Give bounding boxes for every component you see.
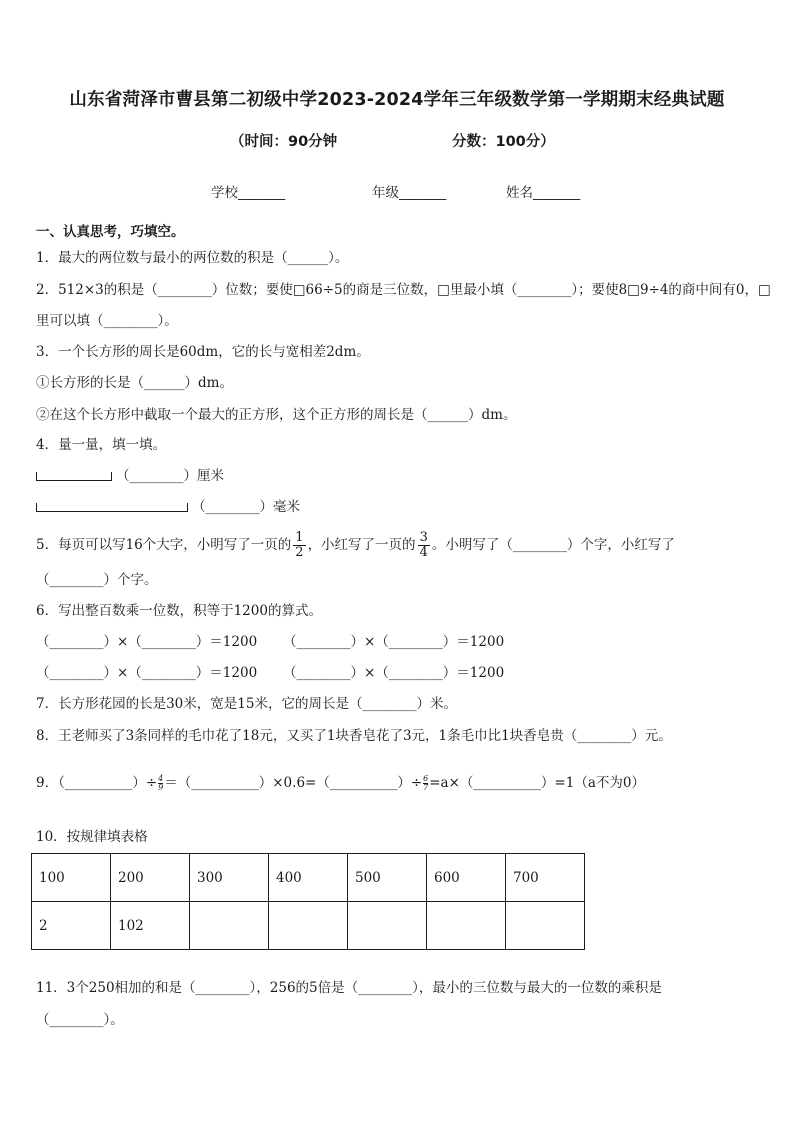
table-cell-blank[interactable] bbox=[269, 902, 348, 950]
question-5 bbox=[36, 531, 675, 560]
question-11: 11．3个250相加的和是（________），256的5倍是（________），最小的三位数与最大的一位数的乘积是 bbox=[36, 980, 662, 996]
question-3-part-1: ①长方形的长是（______）dm。 bbox=[36, 375, 233, 391]
table-cell: 100 bbox=[32, 854, 111, 902]
question-3-part-2: ②在这个长方形中截取一个最大的正方形，这个正方形的周长是（______）dm。 bbox=[36, 407, 517, 423]
table-cell-blank[interactable] bbox=[348, 902, 427, 950]
question-3: 3．一个长方形的周长是60dm，它的长与宽相差2dm。 bbox=[36, 344, 370, 360]
fraction-six-sevenths: $\frac{6}{7}$ bbox=[423, 774, 429, 792]
table-cell-blank[interactable] bbox=[427, 902, 506, 950]
exam-score: 分数：100分） bbox=[452, 134, 555, 150]
q4-answer-mm: （________）毫米 bbox=[192, 499, 300, 515]
question-4: 4．量一量，填一填。 bbox=[36, 437, 167, 453]
q5-text-3: 。小明写了（________）个字，小红写了 bbox=[431, 537, 675, 553]
fraction-half: $\frac{1}{2}$ bbox=[295, 530, 304, 560]
question-2-cont: 里可以填（________）。 bbox=[36, 313, 178, 329]
q9-text-3: =a×（__________）=1（a不为0） bbox=[429, 775, 645, 791]
q9-text-1: 9．（__________）÷ bbox=[36, 775, 158, 791]
table-cell: 400 bbox=[269, 854, 348, 902]
question-7: 7．长方形花园的长是30米，宽是15米，它的周长是（________）米。 bbox=[36, 696, 457, 712]
question-10: 10．按规律填表格 bbox=[36, 829, 148, 845]
name-field[interactable]: 姓名_______ bbox=[506, 185, 581, 201]
table-cell: 300 bbox=[190, 854, 269, 902]
q5-text-2: ，小红写了一页的 bbox=[307, 537, 416, 553]
question-1: 1．最大的两位数与最小的两位数的积是（______）。 bbox=[36, 250, 349, 266]
section-heading: 一、认真思考，巧填空。 bbox=[36, 224, 185, 240]
school-field[interactable]: 学校_______ bbox=[211, 185, 286, 201]
question-9 bbox=[36, 772, 645, 794]
q6-blank-1: （________）×（________）＝1200 bbox=[36, 634, 258, 650]
grade-field[interactable]: 年级_______ bbox=[372, 185, 447, 201]
question-6: 6．写出整百数乘一位数，积等于1200的算式。 bbox=[36, 603, 322, 619]
ruler-line-long bbox=[36, 503, 188, 512]
question-4-item-1 bbox=[36, 466, 224, 486]
q4-answer-cm: （________）厘米 bbox=[116, 468, 224, 484]
table-row bbox=[32, 902, 585, 950]
fraction-three-quarters: $\frac{3}{4}$ bbox=[419, 530, 428, 560]
question-2: 2．512×3的积是（________）位数；要使□66÷5的商是三位数，□里最小填（________）；要使8□9÷4的商中间有0，□ bbox=[36, 282, 771, 298]
question-8: 8．王老师买了3条同样的毛巾花了18元，又买了1块香皂花了3元，1条毛巾比1块香皂贵（________）元。 bbox=[36, 728, 672, 744]
table-cell: 200 bbox=[111, 854, 190, 902]
q9-text-2: ＝（__________）×0.6=（__________）÷ bbox=[164, 775, 423, 791]
table-cell-blank[interactable] bbox=[190, 902, 269, 950]
fraction-four-ninths: $\frac{4}{9}$ bbox=[158, 774, 164, 792]
question-4-item-2 bbox=[36, 497, 300, 517]
table-cell: 102 bbox=[111, 902, 190, 950]
table-cell: 700 bbox=[506, 854, 585, 902]
q6-blank-4: （________）×（________）＝1200 bbox=[283, 665, 505, 681]
table-cell: 600 bbox=[427, 854, 506, 902]
exam-time: （时间：90分钟 bbox=[230, 134, 338, 150]
table-row bbox=[32, 854, 585, 902]
table-cell: 500 bbox=[348, 854, 427, 902]
question-11-cont: （________）。 bbox=[36, 1012, 124, 1028]
q6-blank-3: （________）×（________）＝1200 bbox=[36, 665, 258, 681]
ruler-line-short bbox=[36, 472, 112, 481]
table-cell: 2 bbox=[32, 902, 111, 950]
pattern-table bbox=[31, 853, 585, 950]
q5-text-1: 5．每页可以写16个大字，小明写了一页的 bbox=[36, 537, 292, 553]
page-title: 山东省菏泽市曹县第二初级中学2023-2024学年三年级数学第一学期期末经典试题 bbox=[69, 90, 725, 110]
question-5-cont: （________）个字。 bbox=[36, 572, 158, 588]
table-cell-blank[interactable] bbox=[506, 902, 585, 950]
q6-blank-2: （________）×（________）＝1200 bbox=[283, 634, 505, 650]
